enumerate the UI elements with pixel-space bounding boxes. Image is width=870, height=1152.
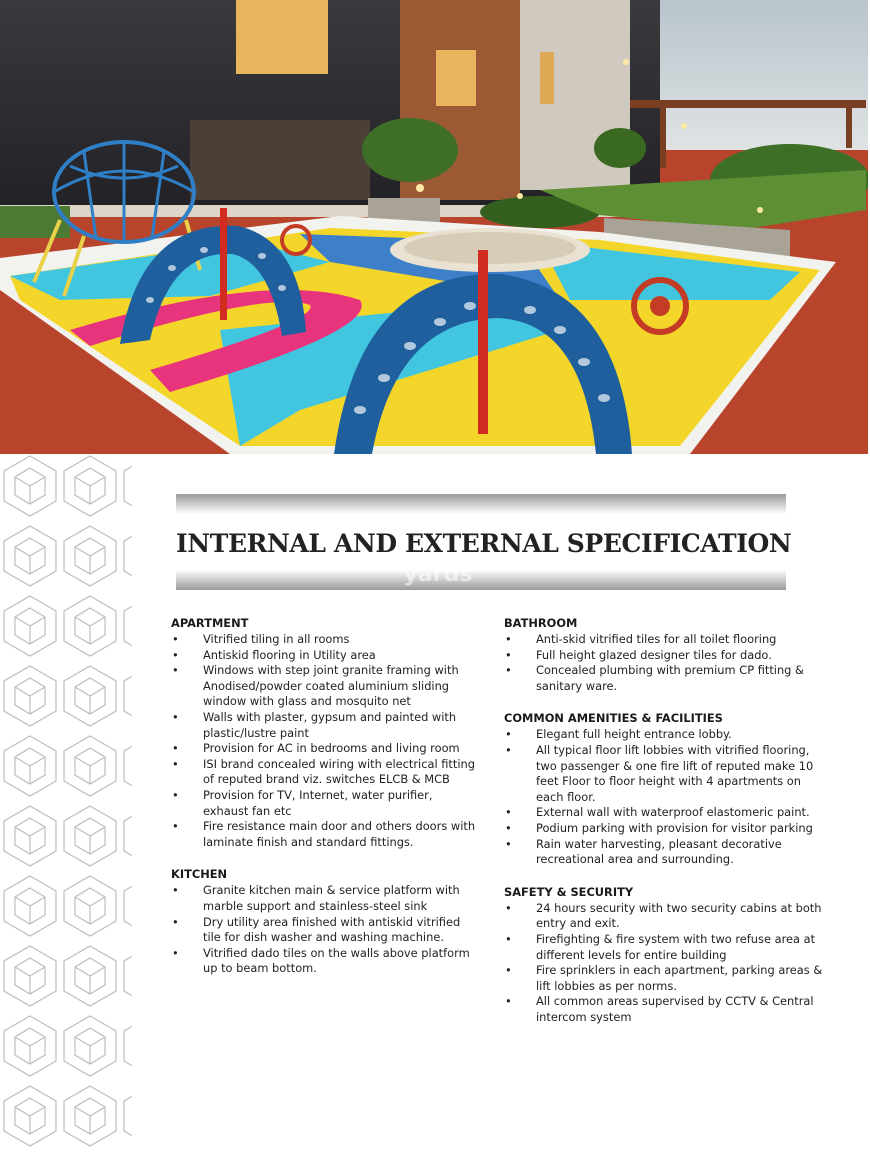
list-item-text: Firefighting & fire system with two refuse area at different levels for entire building (536, 931, 816, 962)
list-item-text: Rain water harvesting, pleasant decorative recreational area and surrounding. (536, 836, 782, 867)
spec-list (171, 632, 481, 850)
list-item (171, 915, 481, 946)
section-bathroom (504, 614, 824, 694)
bullet-icon: • (172, 914, 179, 929)
bullet-icon: • (172, 632, 179, 646)
list-item-text: Windows with step joint granite framing with Anodised/powder coated aluminium sliding window with glass and mosquito net (203, 663, 459, 709)
watermark: yards (403, 562, 473, 587)
list-item-text: Podium parking with provision for visitor parking (536, 820, 813, 835)
decorative-pattern (0, 454, 132, 1152)
hero-image (0, 0, 868, 454)
bullet-icon: • (172, 787, 179, 802)
list-item-text: Fire resistance main door and others doors with laminate finish and standard fittings. (203, 819, 476, 849)
list-item (504, 963, 824, 994)
bullet-icon: • (505, 632, 512, 646)
list-item-text: Vitrified dado tiles on the walls above platform up to beam bottom. (203, 945, 470, 976)
list-item (171, 883, 481, 914)
bullet-icon: • (505, 663, 512, 678)
spec-list (171, 883, 481, 977)
list-item (504, 837, 824, 868)
bullet-icon: • (505, 820, 512, 835)
bullet-icon: • (172, 819, 179, 834)
bullet-icon: • (505, 931, 512, 946)
bullet-icon: • (172, 709, 179, 724)
list-item-text: 24 hours security with two security cabins at both entry and exit. (536, 900, 822, 931)
section-common-amenities (504, 709, 824, 867)
list-item (504, 727, 824, 743)
list-item-text: Vitrified tiling in all rooms (203, 632, 350, 646)
list-item-text: ISI brand concealed wiring with electrical fitting of reputed brand viz. switches ELCB & MCB (203, 756, 475, 787)
right-column (504, 614, 824, 1040)
list-item (171, 788, 481, 819)
list-item-text: Antiskid flooring in Utility area (203, 647, 376, 662)
list-item (504, 901, 824, 932)
list-item (504, 743, 824, 805)
playground-illustration (0, 0, 868, 454)
list-item (504, 932, 824, 963)
section-kitchen (171, 865, 481, 977)
section-title: BATHROOM (504, 616, 578, 630)
left-column (171, 614, 481, 992)
bullet-icon: • (172, 883, 179, 898)
list-item (171, 710, 481, 741)
list-item (504, 663, 824, 694)
bullet-icon: • (505, 994, 512, 1009)
list-item-text: Anti-skid vitrified tiles for all toilet flooring (536, 632, 777, 646)
spec-list (504, 901, 824, 1026)
list-item-text: Dry utility area finished with antiskid vitrified tile for dish washer and washing machine. (203, 914, 461, 945)
list-item (171, 648, 481, 664)
list-item (504, 994, 824, 1025)
bullet-icon: • (505, 647, 512, 662)
section-safety-security (504, 883, 824, 1026)
list-item-text: All typical floor lift lobbies with vitrified flooring, two passenger & one fire lift of reputed make 10 feet Floor to floor height with 4 apartments on each floor. (536, 742, 814, 804)
section-apartment (171, 614, 481, 850)
bullet-icon: • (172, 756, 179, 771)
list-item (504, 805, 824, 821)
bullet-icon: • (172, 741, 179, 756)
section-title: APARTMENT (171, 616, 249, 630)
bullet-icon: • (172, 647, 179, 662)
list-item (171, 819, 481, 850)
bullet-icon: • (505, 836, 512, 851)
section-title: COMMON AMENITIES & FACILITIES (504, 711, 723, 726)
bullet-icon: • (172, 663, 179, 678)
bullet-icon: • (505, 742, 512, 757)
list-item (504, 648, 824, 664)
section-title: KITCHEN (171, 867, 228, 882)
list-item-text: External wall with waterproof elastomeric paint. (536, 805, 810, 820)
heading-band-top (176, 494, 786, 514)
list-item-text: Fire sprinklers in each apartment, parking areas & lift lobbies as per norms. (536, 963, 823, 993)
bullet-icon: • (172, 945, 179, 960)
hexagon-pattern-graphic (0, 454, 132, 1152)
list-item (171, 946, 481, 977)
page-title: INTERNAL AND EXTERNAL SPECIFICATION (176, 529, 792, 558)
bullet-icon: • (505, 900, 512, 915)
bullet-icon: • (505, 805, 512, 820)
list-item-text: Full height glazed designer tiles for dado. (536, 647, 772, 662)
section-title: SAFETY & SECURITY (504, 884, 634, 899)
list-item (171, 757, 481, 788)
list-item-text: Granite kitchen main & service platform with marble support and stainless-steel sink (203, 883, 460, 913)
list-item (504, 632, 824, 648)
list-item-text: Concealed plumbing with premium CP fitting & sanitary ware. (536, 663, 804, 693)
list-item-text: Provision for AC in bedrooms and living room (203, 741, 460, 756)
spec-list (504, 727, 824, 867)
list-item-text: Elegant full height entrance lobby. (536, 727, 732, 742)
list-item-text: Provision for TV, Internet, water purifier, exhaust fan etc (203, 787, 433, 818)
list-item-text: All common areas supervised by CCTV & Central intercom system (536, 994, 814, 1024)
list-item (504, 821, 824, 837)
bullet-icon: • (505, 963, 512, 978)
list-item (171, 632, 481, 648)
spec-list (504, 632, 824, 694)
bullet-icon: • (505, 727, 512, 742)
list-item (171, 663, 481, 710)
list-item (171, 741, 481, 757)
list-item-text: Walls with plaster, gypsum and painted with plastic/lustre paint (203, 709, 457, 740)
